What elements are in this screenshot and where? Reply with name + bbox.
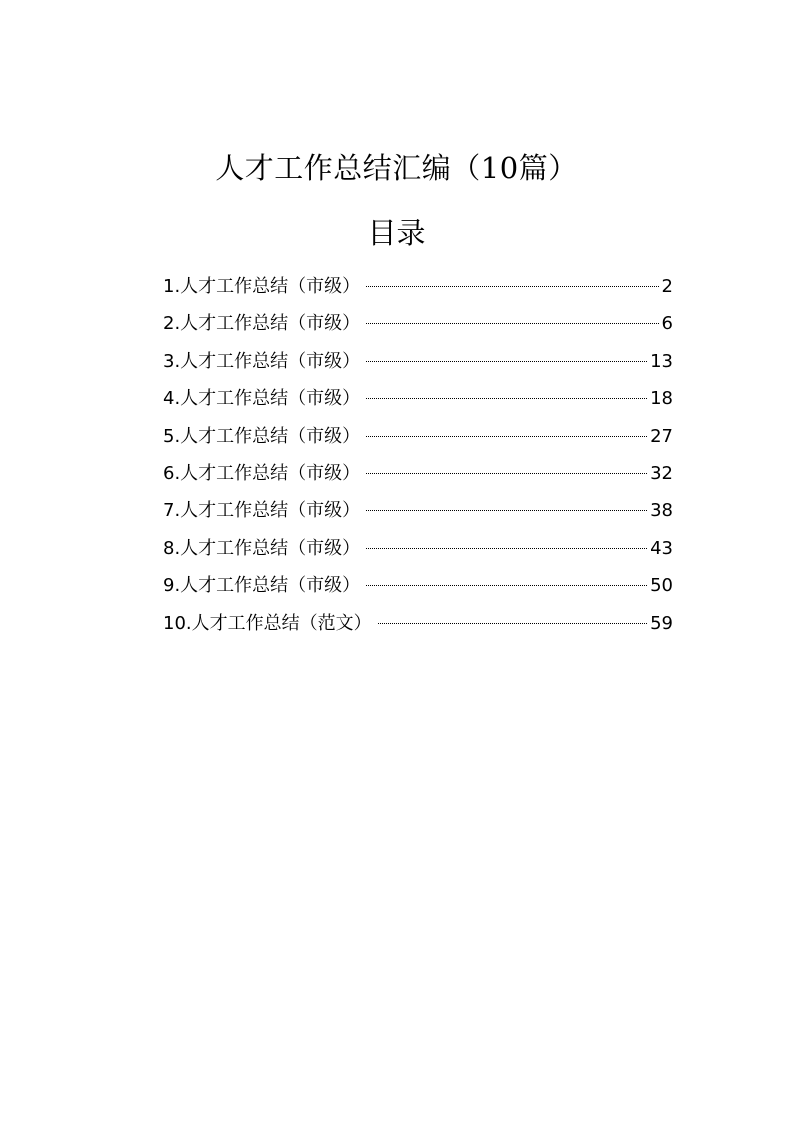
toc-page-number: 50 — [650, 575, 673, 597]
toc-dot-leader — [366, 436, 647, 437]
toc-entry-9[interactable] — [163, 567, 673, 604]
toc-entry-label: 2.人才工作总结（市级） — [163, 313, 361, 335]
toc-entry-label: 3.人才工作总结（市级） — [163, 350, 361, 372]
toc-entry-label: 8.人才工作总结（市级） — [163, 537, 361, 559]
toc-page-number: 38 — [650, 500, 673, 522]
toc-dot-leader — [366, 473, 647, 474]
toc-page-number: 6 — [661, 313, 673, 335]
toc-entry-label: 7.人才工作总结（市级） — [163, 500, 361, 522]
toc-dot-leader — [366, 585, 647, 586]
toc-entry-label: 10.人才工作总结（范文） — [163, 612, 372, 634]
toc-page-number: 2 — [661, 276, 673, 297]
toc-entry-label: 4.人才工作总结（市级） — [163, 388, 361, 410]
toc-page-number: 59 — [650, 612, 673, 634]
toc-page-number: 18 — [650, 388, 673, 410]
toc-page-number: 43 — [650, 537, 673, 559]
toc-dot-leader — [366, 548, 647, 549]
toc-dot-leader — [366, 510, 647, 511]
toc-entry-label: 6.人才工作总结（市级） — [163, 462, 361, 484]
toc-dot-leader — [378, 623, 647, 624]
toc-entry-5[interactable] — [163, 418, 673, 455]
toc-entry-label: 5.人才工作总结（市级） — [163, 425, 361, 447]
toc-entry-8[interactable] — [163, 530, 673, 567]
toc-entry-label: 1.人才工作总结（市级） — [163, 276, 361, 297]
toc-page-number: 32 — [650, 462, 673, 484]
toc-dot-leader — [366, 323, 658, 324]
toc-dot-leader — [366, 361, 647, 362]
toc-dot-leader — [366, 398, 647, 399]
toc-page-number: 13 — [650, 350, 673, 372]
toc-entry-3[interactable] — [163, 343, 673, 380]
toc-dot-leader — [366, 286, 658, 287]
toc-entry-4[interactable] — [163, 380, 673, 417]
document-title: 人才工作总结汇编（10篇） — [215, 151, 578, 185]
table-of-contents — [163, 268, 673, 642]
toc-entry-1[interactable] — [163, 268, 673, 305]
toc-heading: 目录 — [367, 216, 426, 250]
toc-entry-label: 9.人才工作总结（市级） — [163, 575, 361, 597]
toc-entry-2[interactable] — [163, 305, 673, 342]
toc-page-number: 27 — [650, 425, 673, 447]
toc-entry-7[interactable] — [163, 492, 673, 529]
toc-entry-10[interactable] — [163, 605, 673, 642]
toc-entry-6[interactable] — [163, 455, 673, 492]
